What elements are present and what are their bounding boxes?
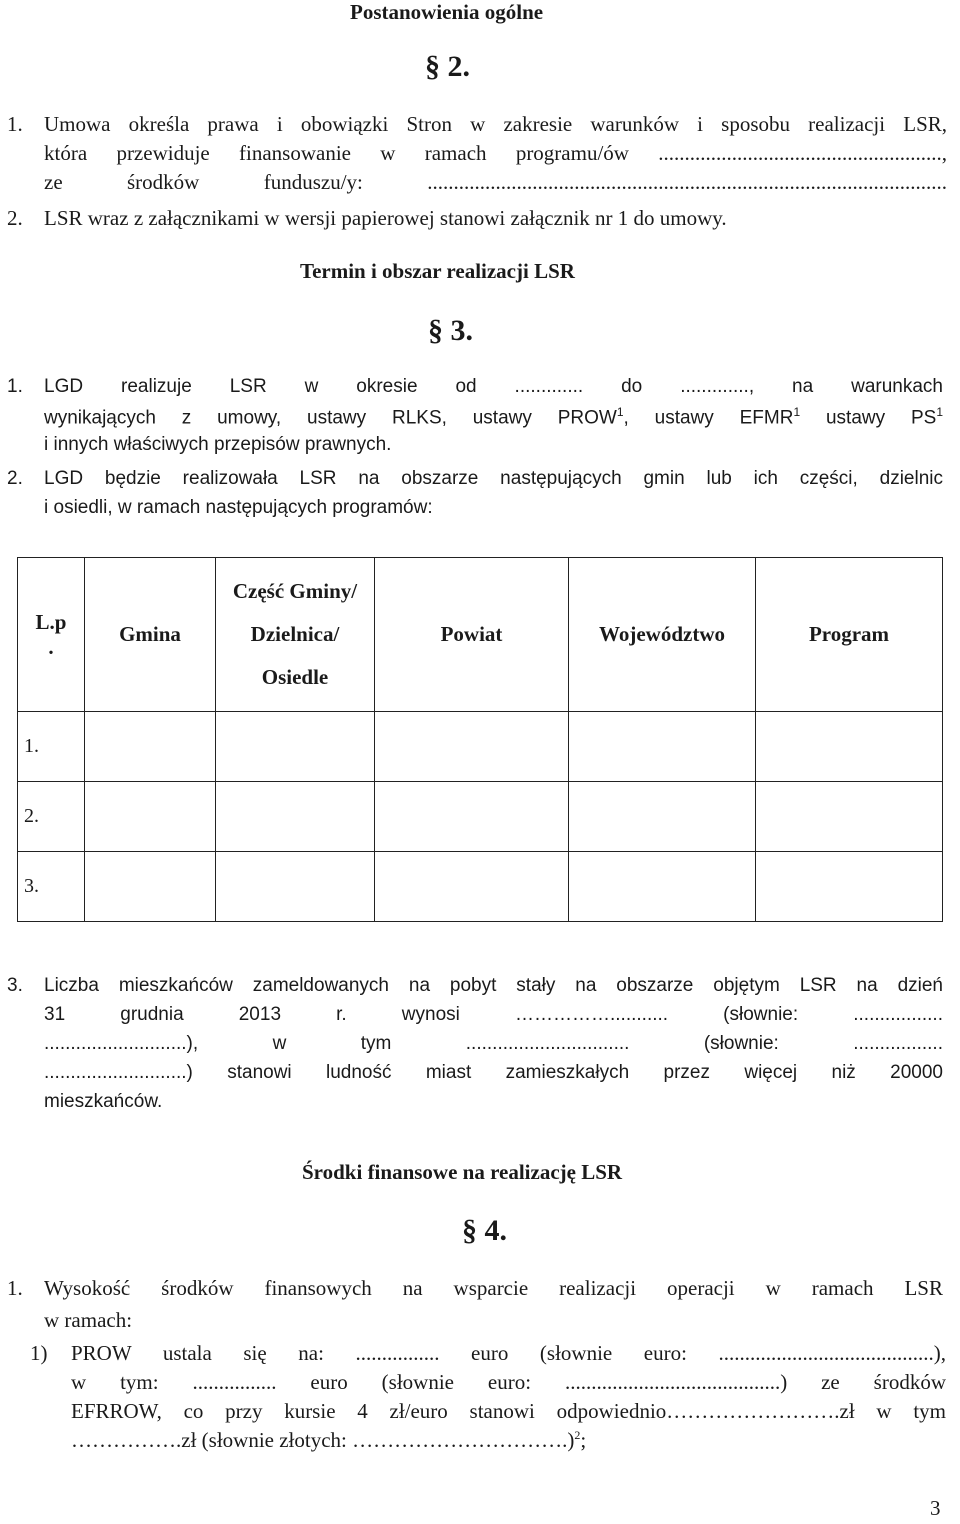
- footnote-ref-1a: 1: [616, 405, 624, 419]
- s2-item-2-number: 2.: [7, 206, 23, 230]
- row-1-program: [756, 712, 943, 782]
- header-czesc-line-1: Część Gminy/: [232, 579, 358, 603]
- header-program: Program: [756, 558, 943, 712]
- s3-line-2-part-a: wynikających z umowy, ustawy RLKS, ustawy PROW: [44, 407, 617, 429]
- s3-item-1-line-2: [44, 405, 943, 429]
- s4-sub-1-number: 1): [30, 1341, 48, 1365]
- table-row: [18, 782, 943, 852]
- header-czesc-gminy: [216, 558, 375, 712]
- page-number: 3: [930, 1496, 941, 1520]
- table-row: [18, 852, 943, 922]
- row-3-lp: 3.: [18, 852, 85, 922]
- s3-item-1-line-3: i innych właściwych przepisów prawnych.: [44, 434, 392, 455]
- section-3-marker: § 3.: [428, 314, 473, 347]
- row-2-czesc: [216, 782, 375, 852]
- row-3-program: [756, 852, 943, 922]
- heading-term-and-area: Termin i obszar realizacji LSR: [300, 259, 575, 283]
- footnote-ref-1b: 1: [793, 405, 801, 419]
- s3-item-3-line-3: ...........................), w tym ............................... (słownie: .................: [44, 1033, 943, 1054]
- s4-sub-1-line-1: PROW ustala się na: ................ euro (słownie euro: .........................................),: [71, 1341, 946, 1365]
- row-3-czesc: [216, 852, 375, 922]
- heading-general-provisions: Postanowienia ogólne: [350, 0, 544, 24]
- s3-item-3-line-1: Liczba mieszkańców zameldowanych na pobyt stały na obszarze objętym LSR na dzień: [44, 975, 943, 996]
- s3-item-1-line-1: LGD realizuje LSR w okresie od ............. do ............., na warunkach: [44, 376, 943, 397]
- s4-line-4-end: ;: [580, 1428, 587, 1452]
- s4-item-1-line-1: Wysokość środków finansowych na wsparcie realizacji operacji w ramach LSR: [44, 1276, 943, 1300]
- s3-item-3-line-5: mieszkańców.: [44, 1091, 163, 1112]
- table-header-row: [18, 558, 943, 712]
- s2-item-1-line-2: która przewiduje finansowanie w ramach programu/ów ......................................................,: [44, 141, 947, 165]
- areas-table: [17, 557, 943, 922]
- s4-line-4-text: …………….zł (słownie złotych: ………………………….): [71, 1428, 575, 1452]
- header-lp-line-1: L.p: [35, 609, 67, 634]
- s2-item-1-line-1: Umowa określa prawa i obowiązki Stron w zakresie warunków i sposobu realizacji LSR,: [44, 112, 947, 136]
- s3-item-2-line-2: i osiedli, w ramach następujących programów:: [44, 497, 433, 518]
- s3-item-3-line-2: 31 grudnia 2013 r. wynosi ……………........... (słownie: .................: [44, 1004, 943, 1025]
- header-czesc-line-3: Osiedle: [261, 665, 329, 689]
- s4-item-1-number: 1.: [7, 1276, 23, 1300]
- s4-sub-1-line-2: w tym: ................ euro (słownie euro: .........................................) ze środków: [71, 1370, 946, 1394]
- s4-sub-1-line-3: EFRROW, co przy kursie 4 zł/euro stanowi odpowiednio…………………….zł w tym: [71, 1399, 946, 1423]
- header-lp-line-2: .: [48, 634, 54, 659]
- row-3-powiat: [375, 852, 569, 922]
- s2-item-1-number: 1.: [7, 112, 23, 136]
- s3-item-2-line-1: LGD będzie realizowała LSR na obszarze następujących gmin lub ich części, dzielnic: [44, 468, 943, 489]
- row-2-gmina: [85, 782, 216, 852]
- row-2-lp: 2.: [18, 782, 85, 852]
- s3-line-2-part-c: ustawy PS: [800, 407, 937, 429]
- header-czesc-line-2: Dzielnica/: [250, 622, 340, 646]
- s2-item-1-line-3: ze środków funduszu/y: ...................................................................................................: [44, 170, 947, 194]
- header-powiat: Powiat: [375, 558, 569, 712]
- footnote-ref-2: 2: [574, 1428, 581, 1442]
- s4-item-1-line-2: w ramach:: [44, 1308, 133, 1332]
- footnote-ref-1c: 1: [936, 405, 943, 419]
- heading-financial-resources: Środki finansowe na realizację LSR: [302, 1160, 623, 1184]
- row-2-powiat: [375, 782, 569, 852]
- s2-item-2-text: LSR wraz z załącznikami w wersji papierowej stanowi załącznik nr 1 do umowy.: [44, 206, 727, 230]
- header-wojewodztwo: Województwo: [569, 558, 756, 712]
- row-1-wojewodztwo: [569, 712, 756, 782]
- s3-item-2-number: 2.: [7, 468, 23, 489]
- s3-line-2-part-b: , ustawy EFMR: [623, 407, 794, 429]
- row-3-wojewodztwo: [569, 852, 756, 922]
- row-3-gmina: [85, 852, 216, 922]
- s3-item-1-number: 1.: [7, 376, 23, 397]
- s3-item-3-number: 3.: [7, 975, 23, 996]
- header-lp: [18, 558, 85, 712]
- section-2-marker: § 2.: [425, 50, 470, 83]
- row-1-czesc: [216, 712, 375, 782]
- row-1-powiat: [375, 712, 569, 782]
- row-2-wojewodztwo: [569, 782, 756, 852]
- s4-sub-1-line-4: [71, 1428, 586, 1453]
- table-row: [18, 712, 943, 782]
- header-gmina: Gmina: [85, 558, 216, 712]
- section-4-marker: § 4.: [462, 1214, 507, 1247]
- row-1-lp: 1.: [18, 712, 85, 782]
- s3-item-3-line-4: ...........................) stanowi ludność miast zamieszkałych przez więcej niż 20000: [44, 1062, 943, 1083]
- row-1-gmina: [85, 712, 216, 782]
- row-2-program: [756, 782, 943, 852]
